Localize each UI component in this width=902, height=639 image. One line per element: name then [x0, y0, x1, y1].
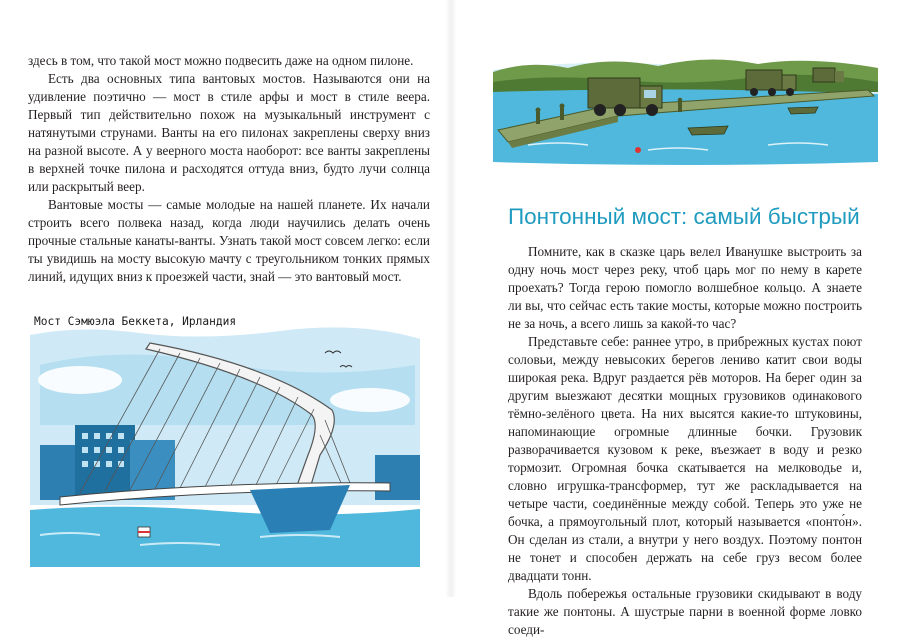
paragraph: Есть два основных типа вантовых мостов. Называются они на удивление поэтично — мост в стиле арфы и мост в стиле веера. Первый тип действительно похож на музыкальный инструмент с натянутыми струнами. Ванты на его пилонах закреплены сверху вниз на разной высоте. А у веерного моста наоборот: все ванты закреплены в верхней точке пилона и расходятся оттуда вниз, будто лучи солнца или раскрытый веер.	[28, 71, 430, 194]
harp-bridge-illustration	[20, 305, 425, 575]
paragraph: Представьте себе: раннее утро, в прибрежных кустах поют соловьи, между невысоких берегов лениво катит свои воды широкая река. Вдруг раздается рёв моторов. На берег один за другим выезжают десятки мощных грузовиков одинакового тёмно-зелёного цвета. На них высятся какие-то штуковины, напоминающие огромные длинные бочки. Грузовик разворачивается кузовом к реке, въезжает в воду и резко тормозит. Огромная бочка скатывается на мелководье и, словно игрушка-трансформер, тут же раскладывается на четыре части, соединённые между собой. Теперь это уже не бочка, а прямоугольный плот, который называется «понто́н». Он сделан из стали, а внутри у него воздух. Поэтому понтон не тонет и способен держать на себе груз весом более двадцати тонн.	[508, 334, 862, 583]
pontoon-bridge-illustration	[488, 50, 883, 168]
right-page-text	[508, 243, 862, 639]
left-page-text	[28, 52, 430, 286]
paragraph: здесь в том, что такой мост можно подвесить даже на одном пилоне.	[28, 53, 414, 68]
paragraph: Помните, как в сказке царь велел Иванушке выстроить за одну ночь мост через реку, чтоб царь мог по нему в карете проехать? Тогда герою помогло волшебное кольцо. А знаете ли вы, что сейчас есть такие мосты, которые можно построить не за ночь, а всего лишь за какой-то час?	[508, 244, 862, 331]
illustration-caption: Мост Сэмюэла Беккета, Ирландия	[34, 315, 237, 328]
book-gutter	[445, 0, 457, 597]
paragraph: Вантовые мосты — самые молодые на нашей планете. Их начали строить всего полвека назад, когда люди научились делать очень прочные стальные канаты-ванты. Узнать такой мост совсем легко: если ты увидишь на мосту высокую мачту с треугольником тонких прямых линий, идущих вниз к проезжей части, знай — это вантовый мост.	[28, 197, 430, 284]
paragraph: Вдоль побережья остальные грузовики скидывают в воду такие же понтоны. А шустрые парни в военной форме ловко соеди-	[508, 586, 862, 637]
section-heading: Понтонный мост: самый быстрый	[508, 204, 860, 229]
